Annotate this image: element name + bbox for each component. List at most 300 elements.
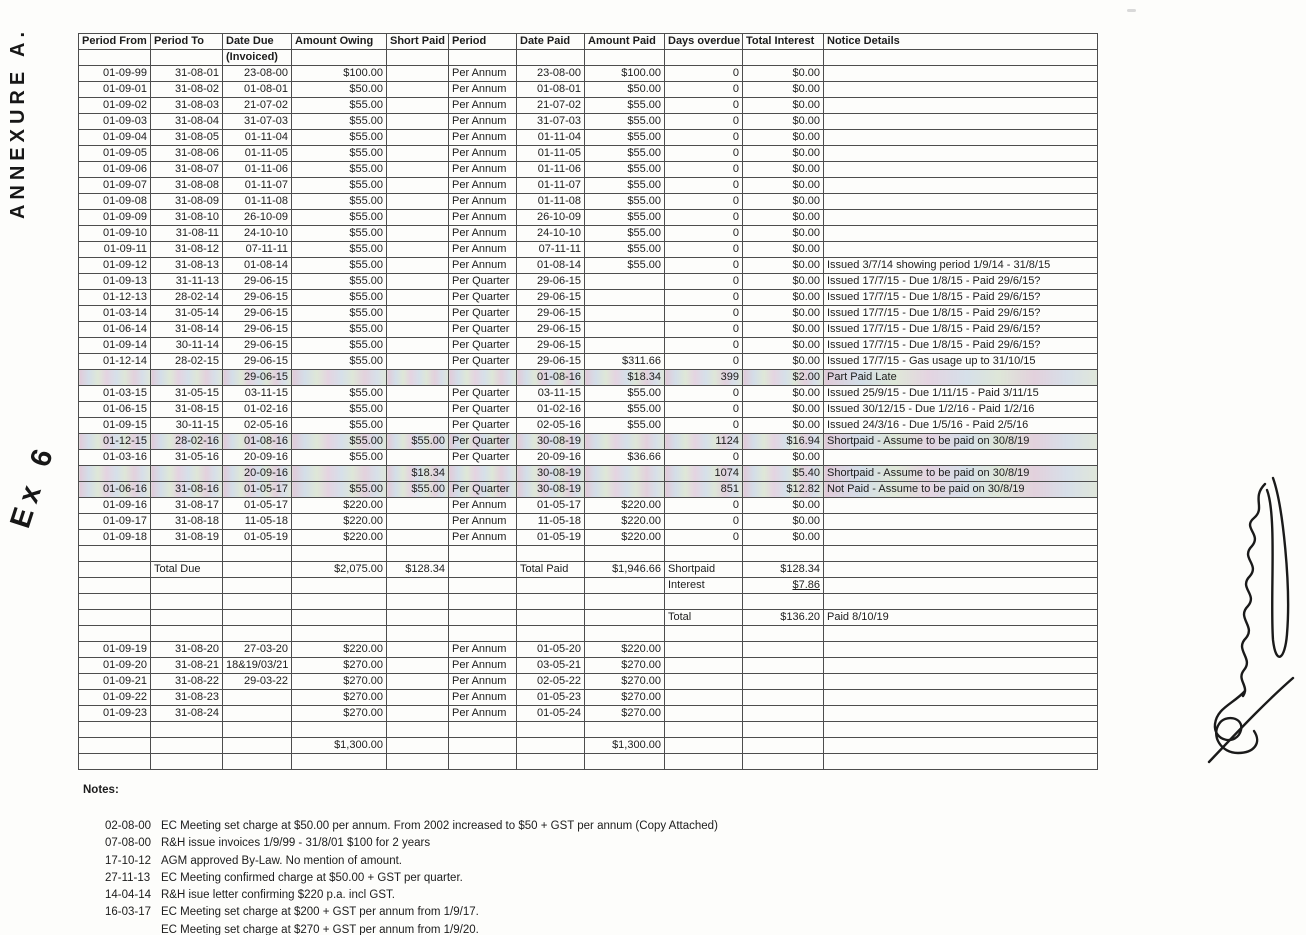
table-cell: $270.00 [585, 706, 665, 722]
table-cell: 01-05-19 [517, 530, 585, 546]
table-cell [79, 370, 151, 386]
table-cell [387, 706, 449, 722]
table-cell: 31-08-14 [151, 322, 223, 338]
subheader-blank [449, 50, 517, 66]
table-cell [585, 722, 665, 738]
note-date: 14-04-14 [105, 889, 152, 902]
table-cell [79, 754, 151, 770]
table-cell: $0.00 [743, 402, 824, 418]
table-cell [387, 82, 449, 98]
table-row [79, 418, 1098, 434]
table-cell: $136.20 [743, 610, 824, 626]
table-cell: $0.00 [743, 178, 824, 194]
table-cell: $220.00 [292, 530, 387, 546]
table-cell: 23-08-00 [223, 66, 292, 82]
table-cell: $100.00 [292, 66, 387, 82]
table-cell: 31-08-06 [151, 146, 223, 162]
table-cell: 31-08-09 [151, 194, 223, 210]
table-cell: Per Quarter [449, 402, 517, 418]
table-cell [449, 370, 517, 386]
table-cell [292, 754, 387, 770]
table-cell: 01-12-14 [79, 354, 151, 370]
table-cell [517, 594, 585, 610]
table-cell: 31-08-01 [151, 66, 223, 82]
table-cell: 01-09-17 [79, 514, 151, 530]
table-cell [387, 722, 449, 738]
table-cell [517, 754, 585, 770]
note-date [105, 922, 161, 935]
table-cell: 0 [665, 322, 743, 338]
handwritten-signature [1203, 456, 1303, 766]
table-cell: $0.00 [743, 66, 824, 82]
table-cell [824, 626, 1098, 642]
table-cell [824, 498, 1098, 514]
table-cell: 01-09-13 [79, 274, 151, 290]
table-cell: 31-08-04 [151, 114, 223, 130]
table-cell: Per Annum [449, 178, 517, 194]
table-cell [665, 658, 743, 674]
table-cell: 29-03-22 [223, 674, 292, 690]
table-cell: 31-08-05 [151, 130, 223, 146]
table-cell: 0 [665, 178, 743, 194]
table-row [79, 658, 1098, 674]
table-cell: $55.00 [585, 194, 665, 210]
table-cell: 31-05-14 [151, 306, 223, 322]
table-cell: $55.00 [387, 482, 449, 498]
table-cell: Per Annum [449, 194, 517, 210]
table-cell [292, 466, 387, 482]
table-cell: $55.00 [585, 258, 665, 274]
table-cell: $55.00 [292, 114, 387, 130]
table-cell: $55.00 [292, 482, 387, 498]
table-cell [387, 386, 449, 402]
table-row [79, 290, 1098, 306]
table-cell: 29-06-15 [223, 306, 292, 322]
table-cell: $55.00 [292, 178, 387, 194]
table-cell [824, 114, 1098, 130]
table-cell [151, 610, 223, 626]
table-cell [292, 594, 387, 610]
header-short-paid: Short Paid [387, 34, 449, 50]
table-cell: $0.00 [743, 82, 824, 98]
table-cell: 31-08-13 [151, 258, 223, 274]
note-text: EC Meeting set charge at $270 + GST per annum from 1/9/20. [161, 923, 479, 935]
table-cell: $2,075.00 [292, 562, 387, 578]
note-text: EC Meeting set charge at $50.00 per annum. From 2002 increased to $50 + GST per annum (Copy Attached) [161, 820, 718, 832]
table-cell: $220.00 [585, 498, 665, 514]
table-cell: Per Annum [449, 130, 517, 146]
table-cell [824, 658, 1098, 674]
table-cell: 29-06-15 [223, 338, 292, 354]
table-cell [223, 562, 292, 578]
table-cell: 29-06-15 [223, 322, 292, 338]
table-row [79, 546, 1098, 562]
table-cell: Per Annum [449, 498, 517, 514]
table-cell: 01-02-16 [223, 402, 292, 418]
table-cell: 02-05-22 [517, 674, 585, 690]
table-cell: $55.00 [292, 146, 387, 162]
subheader-blank [665, 50, 743, 66]
table-cell: Per Annum [449, 226, 517, 242]
table-cell: Issued 3/7/14 showing period 1/9/14 - 31/8/15 [824, 258, 1098, 274]
table-cell [449, 578, 517, 594]
table-cell [387, 690, 449, 706]
table-cell: $270.00 [585, 658, 665, 674]
table-cell: 0 [665, 498, 743, 514]
table-row [79, 258, 1098, 274]
table-cell: $55.00 [585, 130, 665, 146]
table-cell [824, 754, 1098, 770]
table-cell [151, 722, 223, 738]
header-date-due: Date Due [223, 34, 292, 50]
table-cell [449, 722, 517, 738]
table-cell: 01-11-08 [223, 194, 292, 210]
table-cell [387, 626, 449, 642]
table-cell [824, 738, 1098, 754]
table-cell: 01-02-16 [517, 402, 585, 418]
table-cell: 31-08-10 [151, 210, 223, 226]
table-cell [743, 626, 824, 642]
table-cell: Per Annum [449, 82, 517, 98]
table-cell [151, 754, 223, 770]
table-cell [387, 98, 449, 114]
table-cell: 31-08-20 [151, 642, 223, 658]
table-cell: 31-07-03 [223, 114, 292, 130]
table-cell: 26-10-09 [517, 210, 585, 226]
table-cell: Per Annum [449, 674, 517, 690]
table-cell: Per Annum [449, 706, 517, 722]
note-text: EC Meeting confirmed charge at $50.00 + GST per quarter. [161, 871, 463, 884]
table-cell [665, 690, 743, 706]
table-cell [585, 578, 665, 594]
table-cell: 0 [665, 82, 743, 98]
table-cell [824, 178, 1098, 194]
table-cell: $18.34 [387, 466, 449, 482]
table-cell: 0 [665, 98, 743, 114]
table-cell: 0 [665, 514, 743, 530]
table-cell [585, 482, 665, 498]
note-date: 17-10-12 [105, 854, 152, 867]
table-cell: $0.00 [743, 146, 824, 162]
table-row [79, 210, 1098, 226]
table-cell: Per Annum [449, 114, 517, 130]
table-cell: 0 [665, 354, 743, 370]
header-total-interest: Total Interest [743, 34, 824, 50]
table-cell [824, 642, 1098, 658]
table-cell [824, 146, 1098, 162]
table-cell: $55.00 [292, 290, 387, 306]
table-cell [151, 594, 223, 610]
table-cell: $55.00 [387, 434, 449, 450]
table-cell [449, 738, 517, 754]
table-cell: 0 [665, 530, 743, 546]
table-cell: 01-12-13 [79, 290, 151, 306]
table-cell [79, 610, 151, 626]
table-cell: Shortpaid [665, 562, 743, 578]
table-cell: Per Annum [449, 146, 517, 162]
table-cell [824, 546, 1098, 562]
table-cell: 31-08-17 [151, 498, 223, 514]
table-cell: 01-11-04 [223, 130, 292, 146]
table-cell: Per Annum [449, 690, 517, 706]
table-cell [79, 594, 151, 610]
table-cell [824, 210, 1098, 226]
table-cell [449, 466, 517, 482]
table-row [79, 178, 1098, 194]
table-cell: $220.00 [585, 530, 665, 546]
table-cell [665, 626, 743, 642]
table-cell: Per Annum [449, 642, 517, 658]
table-cell [824, 706, 1098, 722]
table-cell: 01-05-23 [517, 690, 585, 706]
table-cell: 18&19/03/21 [223, 658, 292, 674]
header-amount-owing: Amount Owing [292, 34, 387, 50]
table-row [79, 194, 1098, 210]
table-cell: $311.66 [585, 354, 665, 370]
table-cell [665, 754, 743, 770]
table-cell [387, 338, 449, 354]
table-cell: $270.00 [292, 690, 387, 706]
table-row [79, 578, 1098, 594]
table-cell: Per Annum [449, 210, 517, 226]
table-cell: 31-08-24 [151, 706, 223, 722]
table-cell: $55.00 [292, 242, 387, 258]
table-cell: 01-09-03 [79, 114, 151, 130]
note-date: 16-03-17 [105, 906, 152, 919]
table-cell [387, 546, 449, 562]
table-cell [824, 562, 1098, 578]
table-cell [824, 130, 1098, 146]
table-cell [387, 162, 449, 178]
table-cell [585, 434, 665, 450]
table-cell: $128.34 [387, 562, 449, 578]
table-cell [517, 578, 585, 594]
table-cell [665, 706, 743, 722]
table-cell [743, 706, 824, 722]
table-cell [387, 642, 449, 658]
table-cell [517, 738, 585, 754]
table-cell: 03-11-15 [223, 386, 292, 402]
table-cell: $36.66 [585, 450, 665, 466]
note-date: 27-11-13 [105, 871, 151, 884]
table-cell [223, 546, 292, 562]
table-cell: 30-11-14 [151, 338, 223, 354]
table-cell: $18.34 [585, 370, 665, 386]
table-cell: $55.00 [292, 354, 387, 370]
table-cell: 29-06-15 [517, 306, 585, 322]
table-cell: $55.00 [585, 402, 665, 418]
table-cell: 28-02-14 [151, 290, 223, 306]
table-cell: 29-06-15 [223, 370, 292, 386]
table-cell [824, 674, 1098, 690]
table-cell: 01-11-04 [517, 130, 585, 146]
table-cell: $0.00 [743, 130, 824, 146]
table-cell [79, 722, 151, 738]
table-cell: $220.00 [585, 514, 665, 530]
table-cell: $55.00 [292, 418, 387, 434]
table-cell: $55.00 [292, 402, 387, 418]
table-row [79, 514, 1098, 530]
table-cell: 01-06-15 [79, 402, 151, 418]
table-row [79, 674, 1098, 690]
table-row [79, 498, 1098, 514]
table-cell: Issued 30/12/15 - Due 1/2/16 - Paid 1/2/16 [824, 402, 1098, 418]
table-cell: $55.00 [292, 322, 387, 338]
table-cell: 01-09-21 [79, 674, 151, 690]
table-cell: Per Quarter [449, 290, 517, 306]
table-cell: $55.00 [585, 146, 665, 162]
table-cell: 01-06-14 [79, 322, 151, 338]
table-cell: 01-09-05 [79, 146, 151, 162]
table-row [79, 386, 1098, 402]
table-cell: Per Annum [449, 66, 517, 82]
table-cell: 0 [665, 274, 743, 290]
table-row [79, 322, 1098, 338]
table-cell: Per Quarter [449, 274, 517, 290]
table-cell [387, 514, 449, 530]
table-cell: $270.00 [292, 658, 387, 674]
table-cell [223, 754, 292, 770]
note-line [105, 922, 718, 935]
table-cell: 26-10-09 [223, 210, 292, 226]
table-cell [387, 66, 449, 82]
table-cell: $55.00 [292, 130, 387, 146]
note-text: R&H issue invoices 1/9/99 - 31/8/01 $100 for 2 years [161, 837, 431, 850]
table-cell: Issued 17/7/15 - Gas usage up to 31/10/15 [824, 354, 1098, 370]
table-cell [449, 754, 517, 770]
table-cell [79, 626, 151, 642]
table-cell [665, 546, 743, 562]
table-cell [387, 610, 449, 626]
table-cell [387, 322, 449, 338]
table-cell: 01-08-01 [517, 82, 585, 98]
table-cell [387, 306, 449, 322]
table-cell [387, 498, 449, 514]
table-cell: 01-09-23 [79, 706, 151, 722]
table-cell: $0.00 [743, 162, 824, 178]
table-cell [824, 594, 1098, 610]
table-cell [517, 626, 585, 642]
table-cell [387, 370, 449, 386]
table-cell: $55.00 [292, 226, 387, 242]
table-cell: $0.00 [743, 290, 824, 306]
subheader-blank [517, 50, 585, 66]
table-cell: $55.00 [585, 162, 665, 178]
subheader-blank [79, 50, 151, 66]
table-cell: $0.00 [743, 274, 824, 290]
table-cell: $0.00 [743, 386, 824, 402]
table-cell [223, 722, 292, 738]
table-cell [824, 226, 1098, 242]
table-cell: 0 [665, 290, 743, 306]
table-cell: $12.82 [743, 482, 824, 498]
table-cell [151, 626, 223, 642]
table-cell [387, 594, 449, 610]
table-cell: $55.00 [292, 98, 387, 114]
table-row [79, 130, 1098, 146]
table-cell [387, 114, 449, 130]
table-cell: Issued 17/7/15 - Due 1/8/15 - Paid 29/6/15? [824, 306, 1098, 322]
table-cell: 01-05-17 [517, 498, 585, 514]
table-cell: 0 [665, 162, 743, 178]
table-cell [585, 338, 665, 354]
table-cell [824, 514, 1098, 530]
table-cell: 29-06-15 [223, 274, 292, 290]
table-row [79, 402, 1098, 418]
notes-section [83, 784, 718, 935]
table-cell: $0.00 [743, 98, 824, 114]
table-cell [151, 578, 223, 594]
table-cell: 01-09-09 [79, 210, 151, 226]
table-cell: 01-06-16 [79, 482, 151, 498]
table-cell: 1074 [665, 466, 743, 482]
table-cell: 31-05-16 [151, 450, 223, 466]
table-row [79, 226, 1098, 242]
table-cell: 31-08-15 [151, 402, 223, 418]
table-cell: 1124 [665, 434, 743, 450]
table-cell [387, 674, 449, 690]
table-cell: 07-11-11 [223, 242, 292, 258]
table-cell: $0.00 [743, 210, 824, 226]
table-cell [665, 642, 743, 658]
table-cell: $270.00 [585, 690, 665, 706]
table-cell: $55.00 [292, 306, 387, 322]
table-cell [292, 370, 387, 386]
table-cell: Issued 25/9/15 - Due 1/11/15 - Paid 3/11/15 [824, 386, 1098, 402]
notes-list [83, 818, 718, 935]
table-cell [824, 690, 1098, 706]
table-cell: Per Quarter [449, 418, 517, 434]
table-cell [517, 610, 585, 626]
table-cell: 01-09-15 [79, 418, 151, 434]
table-cell: 30-08-19 [517, 434, 585, 450]
table-cell: 24-10-10 [517, 226, 585, 242]
table-cell [387, 226, 449, 242]
table-cell [585, 754, 665, 770]
ledger-body [79, 66, 1098, 770]
table-cell: $0.00 [743, 194, 824, 210]
table-cell: Total Paid [517, 562, 585, 578]
table-cell [387, 754, 449, 770]
table-cell: $0.00 [743, 354, 824, 370]
table-cell [743, 658, 824, 674]
subheader-blank [824, 50, 1098, 66]
table-row [79, 274, 1098, 290]
table-cell: Issued 17/7/15 - Due 1/8/15 - Paid 29/6/15? [824, 274, 1098, 290]
table-cell [824, 242, 1098, 258]
note-line [105, 904, 718, 921]
table-cell: 01-05-19 [223, 530, 292, 546]
table-cell: 01-11-07 [223, 178, 292, 194]
table-cell: $55.00 [292, 210, 387, 226]
table-cell: 0 [665, 306, 743, 322]
table-row [79, 434, 1098, 450]
table-cell [387, 258, 449, 274]
table-cell: 24-10-10 [223, 226, 292, 242]
table-row [79, 642, 1098, 658]
table-cell: $55.00 [585, 386, 665, 402]
table-cell [387, 146, 449, 162]
table-cell: Shortpaid - Assume to be paid on 30/8/19 [824, 466, 1098, 482]
note-text: EC Meeting set charge at $200 + GST per annum from 1/9/17. [161, 906, 479, 919]
table-cell: $55.00 [585, 114, 665, 130]
subheader-blank [585, 50, 665, 66]
table-cell: 01-05-24 [517, 706, 585, 722]
table-row [79, 722, 1098, 738]
table-cell: 01-08-16 [223, 434, 292, 450]
table-cell: $55.00 [585, 242, 665, 258]
table-cell: $16.94 [743, 434, 824, 450]
